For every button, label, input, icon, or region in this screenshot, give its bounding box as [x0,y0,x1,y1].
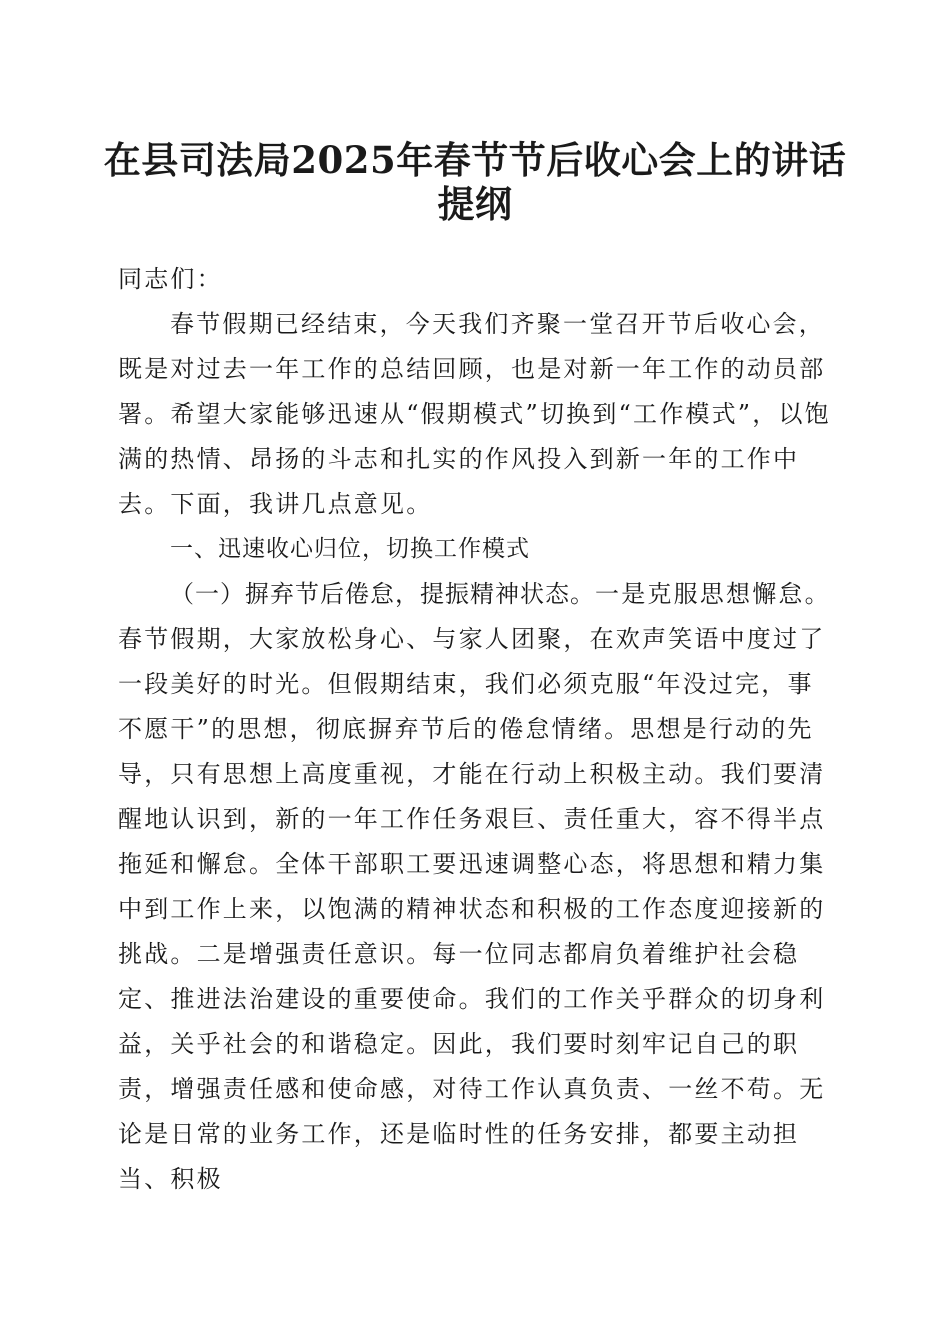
subsection-heading: （一）摒弃节后倦怠，提振精神状态。 [170,580,595,608]
title-line-1: 在县司法局2025年春节节后收心会上的讲话 [103,138,847,182]
subsection-body: 一是克服思想懈怠。春节假期，大家放松身心、与家人团聚，在欢声笑语中度过了一段美好的时光。但假期结束，我们必须克服“年没过完，事不愿干”的思想，彻底摒弃节后的倦怠情绪。思想是行动的先导，只有思想上高度重视，才能在行动上积极主动。我们要清醒地认识到，新的一年工作任务艰巨、责任重大，容不得半点拖延和懈怠。全体干部职工要迅速调整心态，将思想和精力集中到工作上来，以饱满的精神状态和积极的工作态度迎接新的挑战。二是增强责任意识。每一位同志都肩负着维护社会稳定、推进法治建设的重要使命。我们的工作关乎群众的切身利益，关乎社会的和谐稳定。因此，我们要时刻牢记自己的职责，增强责任感和使命感，对待工作认真负责、一丝不苟。无论是日常的业务工作，还是临时性的任务安排，都要主动担当、积极 [118,580,831,1193]
subsection-paragraph [118,572,834,1202]
document-body [118,257,834,1202]
salutation: 同志们： [118,265,223,293]
intro-paragraph: 春节假期已经结束，今天我们齐聚一堂召开节后收心会，既是对过去一年工作的总结回顾，也是对新一年工作的动员部署。希望大家能够迅速从“假期模式”切换到“工作模式”，以饱满的热情、昂扬的斗志和扎实的作风投入到新一年的工作中去。下面，我讲几点意见。 [118,310,831,518]
title-line-2: 提纲 [437,182,513,226]
section-heading: 一、迅速收心归位，切换工作模式 [170,536,530,562]
document-title [60,138,890,226]
